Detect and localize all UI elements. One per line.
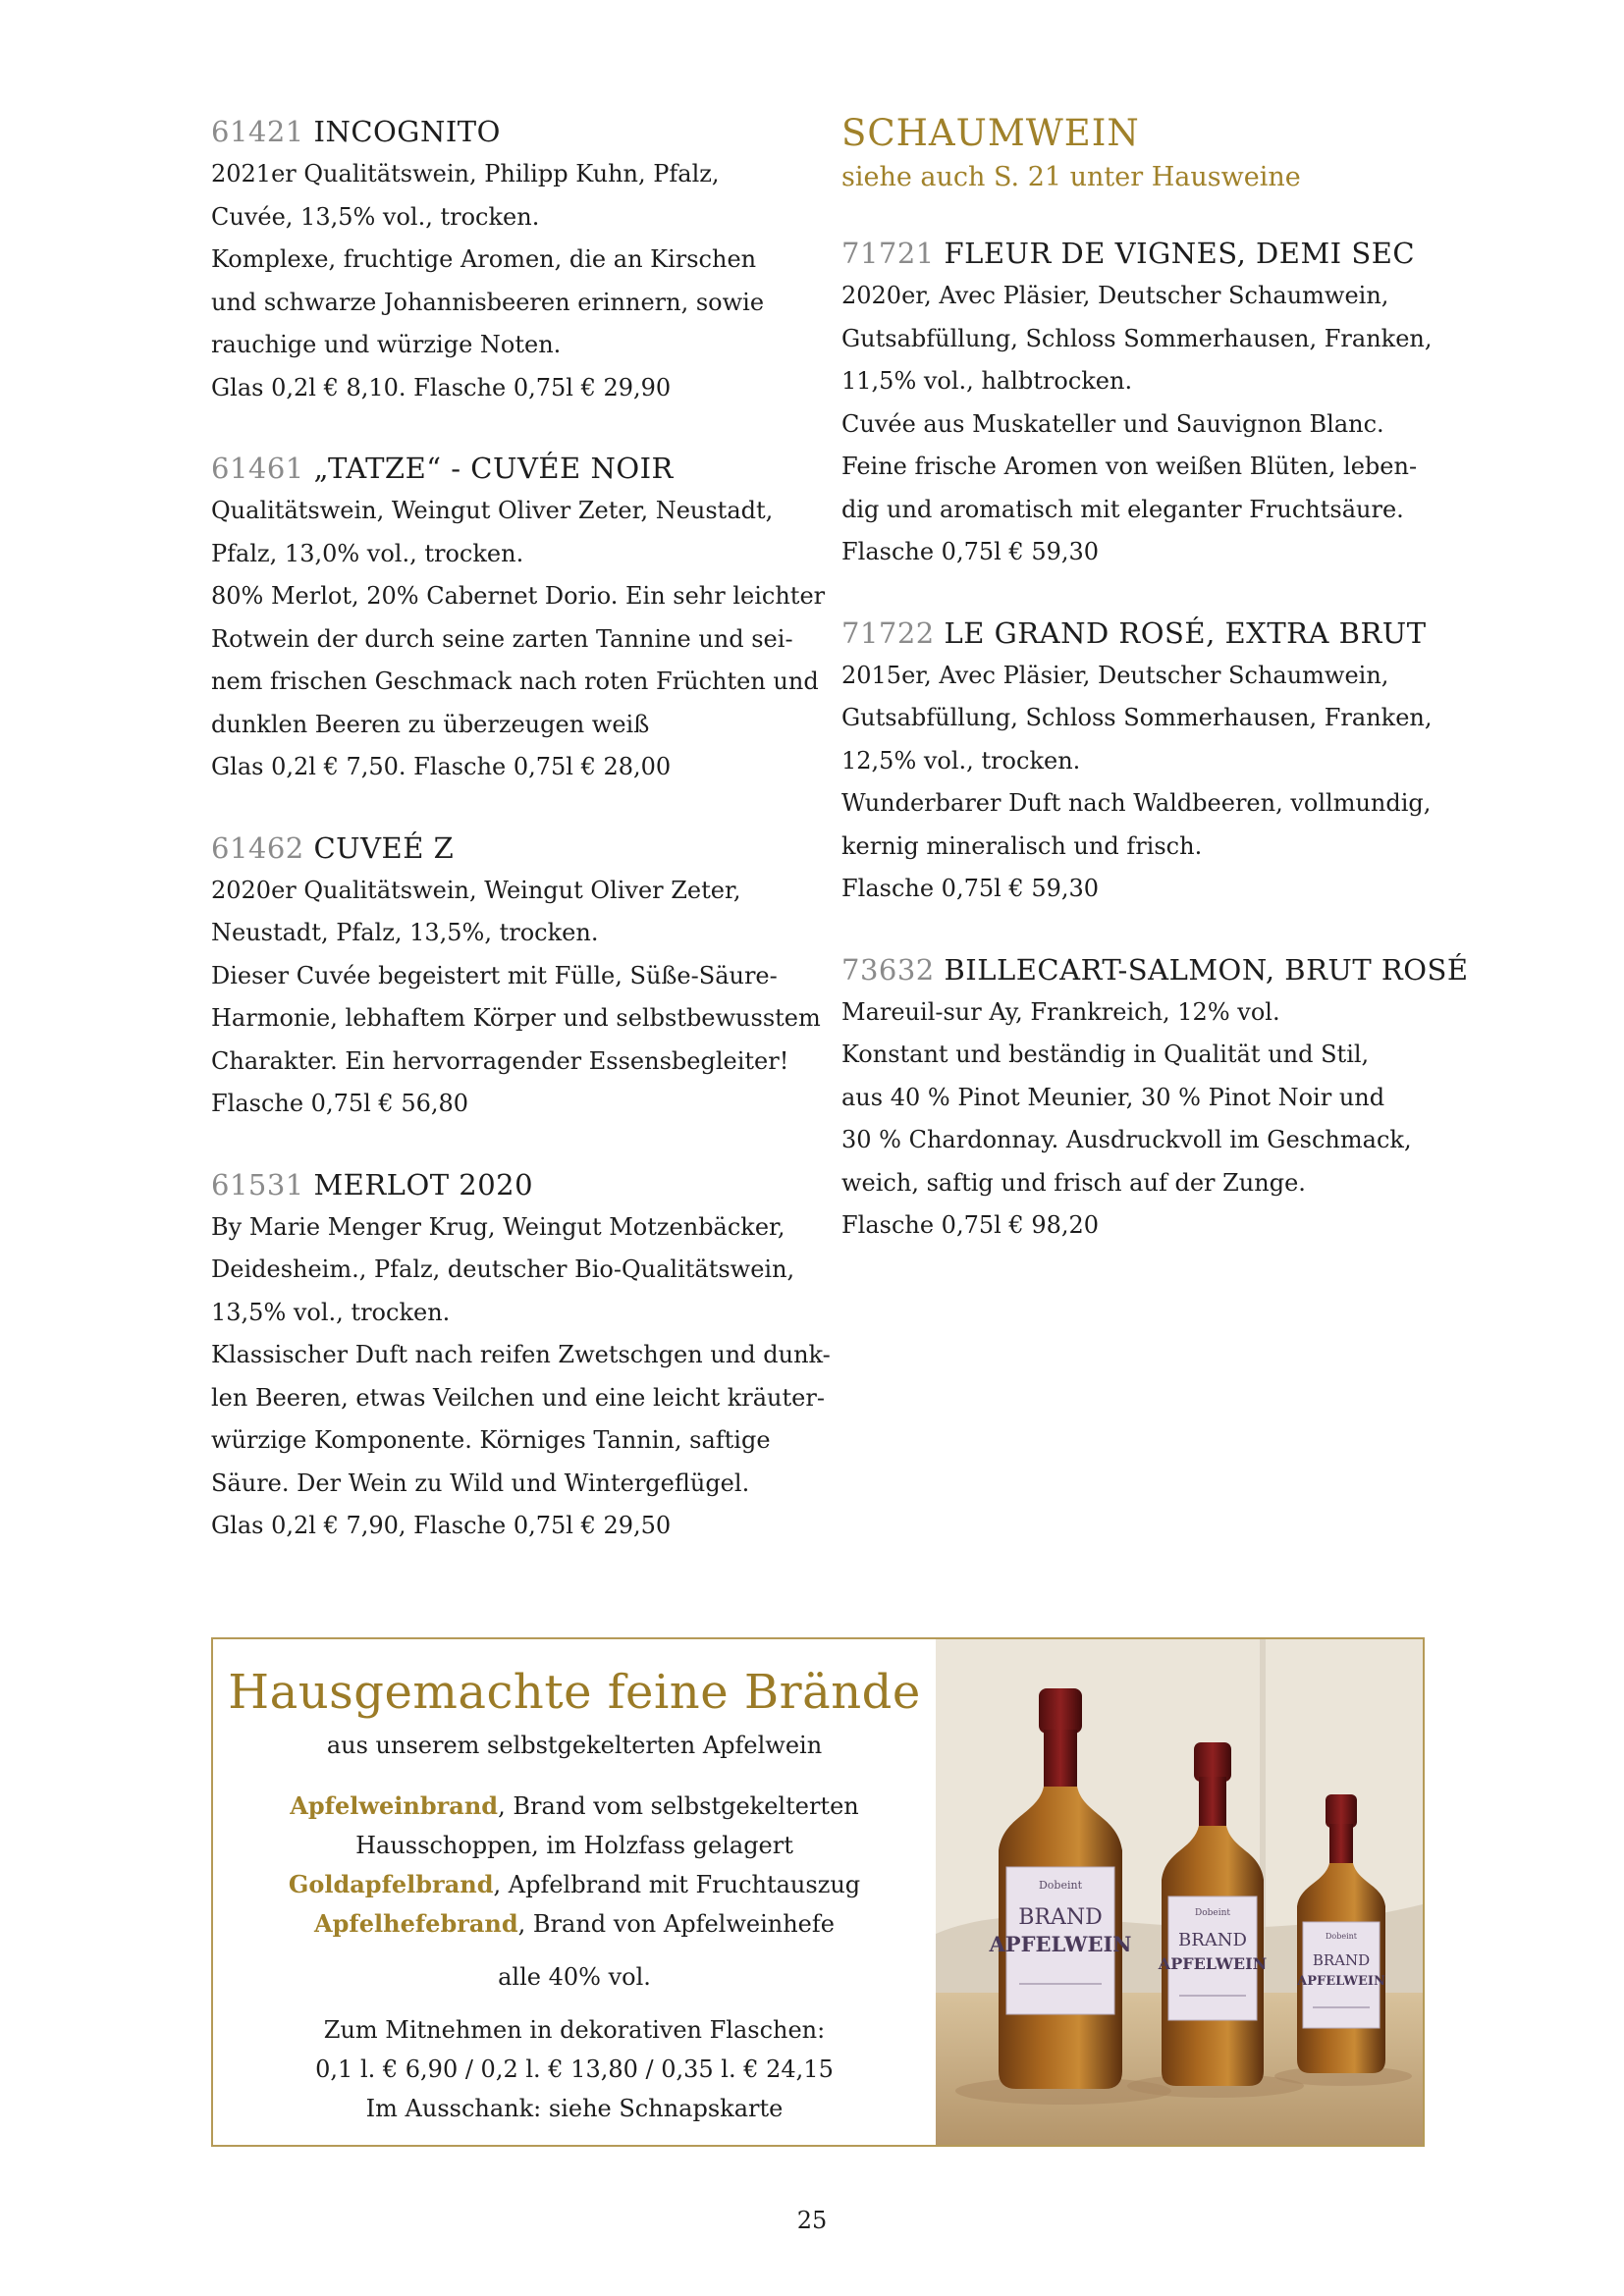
- takeaway-note: Im Ausschank: siehe Schnapskarte: [365, 2095, 784, 2122]
- brandy-item-continuation: Hausschoppen, im Holzfass gelagert: [355, 1832, 793, 1859]
- entry-line: Wunderbarer Duft nach Waldbeeren, vollmundig,: [841, 789, 1432, 817]
- entry-line: 13,5% vol., trocken.: [211, 1298, 451, 1326]
- wine-entry-merlot: [211, 1163, 839, 1548]
- entry-line: By Marie Menger Krug, Weingut Motzenbäcker,: [211, 1212, 785, 1241]
- entry-heading: [211, 447, 839, 490]
- article-number: 61421: [211, 115, 304, 148]
- entry-line: 12,5% vol., trocken.: [841, 746, 1081, 774]
- brandy-abv: alle 40% vol.: [498, 1963, 651, 1991]
- entry-line: Rotwein der durch seine zarten Tannine und sei-: [211, 624, 793, 653]
- brandy-bottles-photo: [936, 1639, 1423, 2145]
- section-title: SCHAUMWEIN: [841, 112, 1140, 154]
- entry-line: 2015er, Avec Pläsier, Deutscher Schaumwein,: [841, 661, 1389, 689]
- entry-line: Gutsabfüllung, Schloss Sommerhausen, Franken,: [841, 324, 1433, 352]
- brandy-box-text: [213, 1639, 936, 2128]
- entry-heading: [841, 948, 1470, 991]
- right-column: [841, 110, 1470, 1285]
- takeaway-line: Zum Mitnehmen in dekorativen Flaschen:: [323, 2016, 826, 2044]
- entry-line: Dieser Cuvée begeistert mit Fülle, Süße-Säure-: [211, 961, 778, 989]
- wine-name: „TATZE“ - CUVÉE NOIR: [313, 452, 674, 485]
- brandy-subtitle: aus unserem selbstgekelterten Apfelwein: [326, 1732, 823, 1759]
- brandy-desc: , Brand von Apfelweinhefe: [517, 1910, 835, 1938]
- brandy-desc: , Apfelbrand mit Fruchtauszug: [493, 1871, 861, 1898]
- entry-line: Gutsabfüllung, Schloss Sommerhausen, Franken,: [841, 704, 1433, 731]
- sparkling-entry-le-grand-rose: [841, 612, 1470, 911]
- entry-line: 80% Merlot, 20% Cabernet Dorio. Ein sehr leichter: [211, 582, 826, 610]
- wine-name: LE GRAND ROSÉ, EXTRA BRUT: [944, 615, 1427, 650]
- left-column: [211, 110, 839, 1585]
- sparkling-entry-billecart-salmon: [841, 948, 1470, 1248]
- label-line2: APFELWEIN: [989, 1932, 1132, 1956]
- label-brand: Dobeint: [1194, 1908, 1231, 1918]
- brandy-item: [213, 1865, 936, 1904]
- entry-line: Qualitätswein, Weingut Oliver Zeter, Neustadt,: [211, 497, 774, 524]
- brandy-name: Goldapfelbrand: [288, 1870, 494, 1898]
- label-line1: BRAND: [1312, 1951, 1371, 1969]
- entry-line: nem frischen Geschmack nach roten Früchten und: [211, 667, 819, 695]
- entry-line: und schwarze Johannisbeeren erinnern, sowie: [211, 288, 765, 316]
- brandy-item: [213, 1904, 936, 1944]
- wine-name: INCOGNITO: [313, 115, 501, 148]
- article-number: 73632: [841, 952, 935, 987]
- label-line2: APFELWEIN: [1158, 1954, 1268, 1973]
- entry-line: Neustadt, Pfalz, 13,5%, trocken.: [211, 919, 599, 946]
- article-number: 61531: [211, 1167, 304, 1201]
- entry-line: Cuvée aus Muskateller und Sauvignon Blanc.: [841, 409, 1384, 438]
- entry-line: 2020er Qualitätswein, Weingut Oliver Zeter,: [211, 876, 741, 904]
- entry-heading: [841, 612, 1470, 655]
- section-subtitle: siehe auch S. 21 unter Hausweine: [841, 162, 1301, 192]
- label-brand: Dobeint: [1325, 1932, 1358, 1941]
- entry-heading: [211, 1163, 839, 1206]
- entry-line: weich, saftig und frisch auf der Zunge.: [841, 1168, 1306, 1197]
- article-number: 71721: [841, 237, 935, 270]
- entry-price: Flasche 0,75l € 59,30: [841, 875, 1100, 902]
- entry-line: aus 40 % Pinot Meunier, 30 % Pinot Noir und: [841, 1083, 1385, 1111]
- entry-line: Säure. Der Wein zu Wild und Wintergeflügel.: [211, 1468, 750, 1497]
- brandy-box: [211, 1637, 1425, 2147]
- entry-line: Konstant und beständig in Qualität und Stil,: [841, 1041, 1370, 1068]
- article-number: 71722: [841, 615, 935, 650]
- entry-line: 30 % Chardonnay. Ausdruckvoll im Geschmack,: [841, 1126, 1412, 1153]
- wine-entry-incognito: [211, 110, 839, 409]
- brandy-name: Apfelhefebrand: [314, 1909, 518, 1938]
- takeaway-prices: 0,1 l. € 6,90 / 0,2 l. € 13,80 / 0,35 l. € 24,15: [315, 2056, 834, 2083]
- entry-price: Flasche 0,75l € 56,80: [211, 1090, 469, 1117]
- entry-heading: [211, 110, 839, 153]
- brandy-desc: , Brand vom selbstgekelterten: [498, 1792, 859, 1820]
- sparkling-entry-fleur-de-vignes: [841, 232, 1470, 574]
- label-line1: BRAND: [1178, 1930, 1247, 1950]
- page-number: 25: [796, 2207, 828, 2234]
- entry-line: Deidesheim., Pfalz, deutscher Bio-Qualitätswein,: [211, 1255, 795, 1283]
- entry-line: dig und aromatisch mit eleganter Fruchtsäure.: [841, 495, 1404, 523]
- wine-entry-cuvee-z: [211, 827, 839, 1126]
- entry-line: 11,5% vol., halbtrocken.: [841, 367, 1133, 395]
- brandy-name: Apfelweinbrand: [290, 1791, 499, 1820]
- entry-heading: [841, 232, 1470, 275]
- label-line1: BRAND: [1018, 1905, 1103, 1930]
- wine-name: CUVEÉ Z: [313, 830, 455, 865]
- entry-line: Harmonie, lebhaftem Körper und selbstbewusstem: [211, 1004, 821, 1032]
- wine-name: FLEUR DE VIGNES, DEMI SEC: [944, 237, 1416, 270]
- article-number: 61461: [211, 452, 304, 485]
- entry-line: Feine frische Aromen von weißen Blüten, leben-: [841, 453, 1418, 480]
- article-number: 61462: [211, 830, 304, 865]
- entry-line: Charakter. Ein hervorragender Essensbegleiter!: [211, 1046, 789, 1075]
- entry-price: Glas 0,2l € 7,50. Flasche 0,75l € 28,00: [211, 753, 672, 780]
- label-brand: Dobeint: [1038, 1879, 1083, 1892]
- entry-line: Komplexe, fruchtige Aromen, die an Kirschen: [211, 245, 757, 273]
- wine-name: MERLOT 2020: [313, 1167, 534, 1201]
- brandy-item: [213, 1787, 936, 1826]
- entry-price: Flasche 0,75l € 59,30: [841, 538, 1100, 565]
- entry-line: Pfalz, 13,0% vol., trocken.: [211, 539, 524, 567]
- wine-name: BILLECART-SALMON, BRUT ROSÉ: [944, 952, 1469, 987]
- entry-heading: [211, 827, 839, 870]
- label-line2: APFELWEIN: [1297, 1974, 1385, 1989]
- brandy-title: Hausgemachte feine Brände: [228, 1665, 921, 1720]
- bottles-illustration: [936, 1639, 1423, 2145]
- entry-line: würzige Komponente. Körniges Tannin, saftige: [211, 1426, 771, 1454]
- entry-line: Cuvée, 13,5% vol., trocken.: [211, 202, 540, 231]
- wine-entry-tatze: [211, 447, 839, 789]
- entry-line: dunklen Beeren zu überzeugen weiß: [211, 710, 650, 738]
- entry-line: 2021er Qualitätswein, Philipp Kuhn, Pfalz,: [211, 160, 720, 187]
- entry-line: Mareuil-sur Ay, Frankreich, 12% vol.: [841, 997, 1280, 1026]
- entry-line: kernig mineralisch und frisch.: [841, 831, 1203, 860]
- entry-line: len Beeren, etwas Veilchen und eine leicht kräuter-: [211, 1383, 825, 1412]
- entry-line: Klassischer Duft nach reifen Zwetschgen und dunk-: [211, 1341, 831, 1368]
- entry-line: rauchige und würzige Noten.: [211, 331, 562, 358]
- entry-price: Glas 0,2l € 8,10. Flasche 0,75l € 29,90: [211, 373, 672, 401]
- entry-price: Flasche 0,75l € 98,20: [841, 1211, 1100, 1239]
- entry-price: Glas 0,2l € 7,90, Flasche 0,75l € 29,50: [211, 1512, 672, 1539]
- entry-line: 2020er, Avec Pläsier, Deutscher Schaumwein,: [841, 282, 1389, 309]
